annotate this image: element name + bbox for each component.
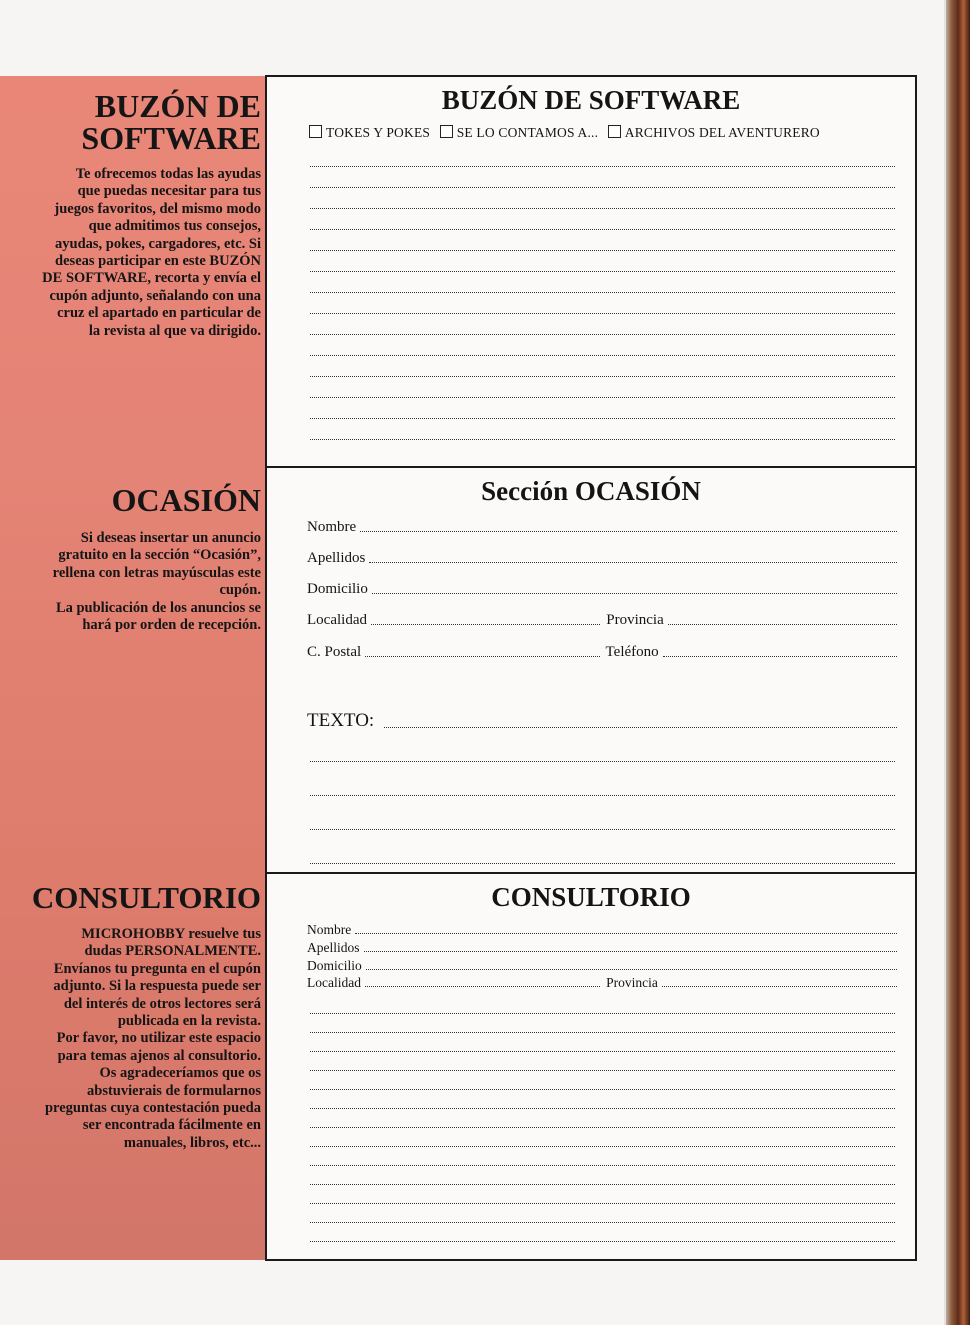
write-line[interactable]: [310, 313, 895, 314]
consultorio-side-text: [45, 926, 261, 1152]
text-line: preguntas cuya contestación pueda: [44, 1100, 261, 1117]
write-line[interactable]: [310, 1146, 895, 1147]
write-line[interactable]: [310, 1013, 895, 1014]
text-line: que puedas necesitar para tus: [77, 183, 261, 200]
domicilio-label: Domicilio: [307, 581, 368, 597]
text-line: deseas participar en este BUZÓN: [55, 253, 261, 270]
provincia-field[interactable]: [668, 624, 897, 625]
write-line[interactable]: [310, 795, 895, 796]
consultorio-apellidos-row: [307, 940, 897, 956]
ocasion-apellidos-row: [307, 550, 897, 567]
text-line: ayudas, pokes, cargadores, etc. Si: [55, 235, 261, 252]
text-line: del interés de otros lectores será: [63, 995, 261, 1012]
write-line[interactable]: [310, 1032, 895, 1033]
buzon-side-title: [81, 90, 261, 154]
option-checkbox-contamos[interactable]: [440, 125, 453, 138]
text-line: La publicación de los anuncios se: [55, 599, 261, 616]
write-line[interactable]: [310, 1070, 895, 1071]
text-line: juegos favoritos, del mismo modo: [54, 200, 261, 217]
localidad-label: Localidad: [307, 612, 367, 628]
provincia-label: Provincia: [606, 975, 658, 990]
write-line[interactable]: [310, 1127, 895, 1128]
buzon-options: [309, 125, 820, 141]
apellidos-field[interactable]: [369, 562, 897, 563]
provincia-field[interactable]: [662, 986, 897, 987]
write-line[interactable]: [310, 187, 895, 188]
nombre-field[interactable]: [360, 531, 897, 532]
write-line[interactable]: [310, 208, 895, 209]
localidad-label: Localidad: [307, 975, 361, 990]
write-line[interactable]: [310, 355, 895, 356]
domicilio-label: Domicilio: [307, 958, 362, 973]
cpostal-field[interactable]: [365, 656, 599, 657]
text-line: hará por orden de recepción.: [82, 617, 261, 634]
write-line[interactable]: [310, 166, 895, 167]
text-line: ser encontrada fácilmente en: [82, 1117, 261, 1134]
buzon-side-text: [42, 166, 261, 340]
ocasion-localidad-row: [307, 612, 897, 629]
option-label-archivos: ARCHIVOS DEL AVENTURERO: [624, 125, 820, 140]
consultorio-nombre-row: [307, 922, 897, 938]
ocasion-domicilio-row: [307, 581, 897, 598]
consultorio-domicilio-row: [307, 958, 897, 974]
page-fold: [944, 0, 946, 1325]
write-line[interactable]: [310, 829, 895, 830]
write-line[interactable]: [310, 229, 895, 230]
text-line: manuales, libros, etc...: [123, 1134, 261, 1151]
domicilio-field[interactable]: [366, 969, 897, 970]
write-line[interactable]: [310, 1241, 895, 1242]
option-label-contamos: SE LO CONTAMOS A...: [456, 125, 599, 140]
ocasion-texto-row: [307, 710, 897, 732]
text-line: que admitimos tus consejos,: [88, 218, 261, 235]
ocasion-form-title: [267, 476, 915, 507]
ocasion-cpostal-row: [307, 644, 897, 661]
buzon-form-title: BUZÓN DE SOFTWARE: [441, 85, 741, 115]
texto-field[interactable]: [384, 727, 897, 728]
ocasion-form: [265, 466, 917, 874]
write-line[interactable]: [310, 439, 895, 440]
text-line: Envíanos tu pregunta en el cupón: [53, 960, 261, 977]
ocasion-side-text: [53, 530, 261, 634]
consultorio-form-title: CONSULTORIO: [491, 882, 691, 912]
text-line: Si deseas insertar un anuncio: [80, 530, 261, 546]
text-line: MICROHOBBY resuelve tus: [81, 926, 261, 942]
write-line[interactable]: [310, 1222, 895, 1223]
text-line: Os agradeceríamos que os: [99, 1065, 261, 1082]
write-line[interactable]: [310, 334, 895, 335]
nombre-label: Nombre: [307, 519, 357, 535]
write-line[interactable]: [310, 250, 895, 251]
write-line[interactable]: [310, 761, 895, 762]
text-line: la revista al que va dirigido.: [88, 322, 261, 339]
buzon-side-title-line2: SOFTWARE: [81, 120, 261, 156]
ocasion-sidebar: [0, 466, 267, 872]
text-line: dudas PERSONALMENTE.: [84, 943, 261, 960]
page-edge-decoration: [944, 0, 970, 1325]
option-checkbox-tokes[interactable]: [309, 125, 322, 138]
text-line: gratuito en la sección “Ocasión”,: [58, 547, 261, 564]
text-line: DE SOFTWARE, recorta y envía el: [42, 270, 261, 287]
text-line: Te ofrecemos todas las ayudas: [75, 166, 261, 182]
buzon-side-title-line1: BUZÓN DE: [94, 88, 261, 124]
write-line[interactable]: [310, 1203, 895, 1204]
write-line[interactable]: [310, 1108, 895, 1109]
text-line: publicada en la revista.: [117, 1013, 261, 1030]
ocasion-title-prefix: Sección: [481, 476, 575, 506]
apellidos-field[interactable]: [364, 951, 898, 952]
texto-label: TEXTO:: [307, 710, 375, 731]
text-line: cruz el apartado en particular de: [57, 305, 261, 322]
telefono-field[interactable]: [663, 656, 897, 657]
write-line[interactable]: [310, 418, 895, 419]
nombre-label: Nombre: [307, 922, 352, 937]
text-line: abstuvierais de formularnos: [87, 1082, 261, 1099]
text-line: Por favor, no utilizar este espacio: [56, 1030, 261, 1047]
write-line[interactable]: [310, 271, 895, 272]
consultorio-side-title: CONSULTORIO: [31, 880, 261, 915]
write-line[interactable]: [310, 1184, 895, 1185]
write-line[interactable]: [310, 376, 895, 377]
text-line: para temas ajenos al consultorio.: [57, 1047, 261, 1064]
text-line: rellena con letras mayúsculas este: [52, 564, 261, 581]
ocasion-title-main: OCASIÓN: [574, 476, 701, 506]
write-line[interactable]: [310, 863, 895, 864]
write-line[interactable]: [310, 292, 895, 293]
consultorio-localidad-row: [307, 975, 897, 991]
text-line: cupón.: [219, 582, 261, 599]
option-checkbox-archivos[interactable]: [608, 125, 621, 138]
domicilio-field[interactable]: [372, 593, 897, 594]
write-line[interactable]: [310, 1165, 895, 1166]
consultorio-sidebar: [0, 872, 267, 1260]
text-line: cupón adjunto, señalando con una: [49, 287, 261, 304]
text-line: adjunto. Si la respuesta puede ser: [53, 978, 261, 995]
consultorio-form: [265, 872, 917, 1261]
ocasion-nombre-row: [307, 519, 897, 536]
ocasion-side-title: OCASIÓN: [111, 482, 261, 518]
localidad-field[interactable]: [365, 986, 600, 987]
nombre-field[interactable]: [355, 933, 897, 934]
telefono-label: Teléfono: [605, 644, 659, 660]
cpostal-label: C. Postal: [307, 644, 362, 660]
write-line[interactable]: [310, 1089, 895, 1090]
provincia-label: Provincia: [606, 612, 664, 628]
apellidos-label: Apellidos: [307, 550, 366, 566]
localidad-field[interactable]: [371, 624, 600, 625]
buzon-sidebar: [0, 76, 267, 466]
apellidos-label: Apellidos: [307, 940, 360, 955]
option-label-tokes: TOKES Y POKES: [326, 125, 431, 140]
write-line[interactable]: [310, 1051, 895, 1052]
buzon-form: [265, 75, 917, 468]
write-line[interactable]: [310, 397, 895, 398]
